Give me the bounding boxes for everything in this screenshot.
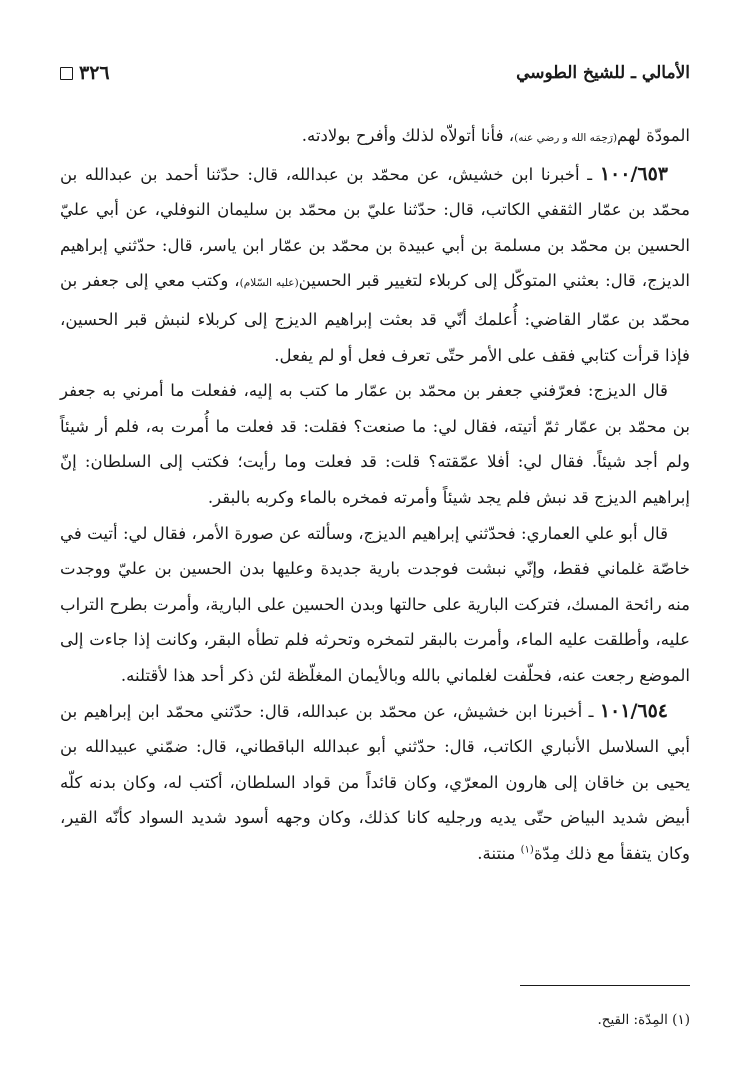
paragraph-3: قال الديزج: فعرّفني جعفر بن محمّد بن عمّار ما كتب به إليه، ففعلت ما أمرني به جعفر بن محمّد بن عمّار ثمّ أتيته، فقال لي: ما صنعت؟ فقلت: قد فعلت ما أُمرت به، فلم أر شيئاً ولم أجد شيئاً. فقال لي: أفلا عمّقته؟ قلت: قد فعلت وما رأيت؛ فكتب إلى السلطان: إنّ إبراهيم الديزج قد نبش فلم يجد شيئاً وأمرته فمخره بالماء وكربه بالبقر. <box>60 381 690 507</box>
footnote-reference[interactable]: (١) <box>520 844 534 856</box>
hadith-653 <box>60 157 690 374</box>
hadith-653-text-b: ، وكتب معي إلى جعفر بن محمّد بن عمّار القاضي: أُعلمك أنّي قد بعثت إبراهيم الديزج إلى كربلاء لنبش قبر الحسين، فإذا قرأت كتابي فقف على الأمر حتّى تعرف فعل أو لم يفعل. <box>60 271 690 365</box>
page-header <box>60 58 690 88</box>
body-text <box>60 118 690 871</box>
hadith-number: ١٠١/٦٥٤ <box>599 699 668 722</box>
honorific: (رَحِمَه الله و رضي عنه) <box>514 132 618 144</box>
paragraph-4: قال أبو علي العماري: فحدّثني إبراهيم الديزج، وسألته عن صورة الأمر، فقال لي: أتيت في خاصّة غلماني فقط، وإنّي نبشت فوجدت بارية جديدة وعليها بدن الحسين بن عليّ ووجدت منه رائحة المسك، فتركت البارية على حالتها وبدن الحسين على البارية، وأمرت بطرح التراب عليه، وأطلقت عليه الماء، وأمرت بالبقر لتمخره وتحرثه فلم تطأه البقر، وكانت إذا جاءت إلى الموضع رجعت عنه، فحلّفت لغلماني بالله وبالأيمان المغلّظة لئن ذكر أحد هذا لأقتلنه. <box>60 523 690 685</box>
footnote-divider <box>520 985 690 986</box>
honorific: (عليه السّلام) <box>239 277 299 290</box>
paragraph-1-text-a: المودّة لهم <box>617 126 690 145</box>
hadith-654-text-b: منتنة. <box>477 843 521 863</box>
paragraph-1 <box>60 118 690 157</box>
hadith-654-text-a: ـ أخبرنا ابن خشيش، عن محمّد بن عبدالله، قال: حدّثني محمّد ابن إبراهيم بن أبي السلاسل الأنباري الكاتب، قال: حدّثني أبو عبدالله الباقطاني، قال: ضمّني عبيدالله بن يحيى بن خاقان إلى هارون المعرّي، وكان قائداً من قواد السلطان، أكتب له، وكان بدنه كلّه أبيض شديد البياض حتّى يديه ورجليه كانا كذلك، وكان وجهه أسود شديد السواد كأنّه القير، وكان يتفقأ مع ذلك مِدّة <box>60 701 690 863</box>
hadith-number: ١٠٠/٦٥٣ <box>599 162 668 185</box>
footnote: (١) المِدّة: القيح. <box>597 1012 690 1028</box>
page-number-block <box>60 62 110 84</box>
hadith-653-text-a: ـ أخبرنا ابن خشيش، عن محمّد بن عبدالله، قال: حدّثنا أحمد بن عبدالله بن محمّد بن عمّار الثقفي الكاتب، قال: حدّثنا عليّ بن محمّد بن سليمان النوفلي، عن أبي عليّ الحسين بن محمّد بن مسلمة بن أبي عبيدة بن محمّد بن عمّار ابن ياسر، قال: حدّثني إبراهيم الديزج، قال: بعثني المتوكّل إلى كربلاء لتغيير قبر الحسين <box>60 164 690 291</box>
page-number: ٣٢٦ <box>79 62 110 84</box>
paragraph-1-text-b: ، فأنا أتولاّه لذلك وأفرح بولادته. <box>301 126 515 145</box>
square-icon <box>60 67 73 80</box>
running-title: الأمالي ـ للشيخ الطوسي <box>516 63 690 83</box>
hadith-654 <box>60 694 690 872</box>
